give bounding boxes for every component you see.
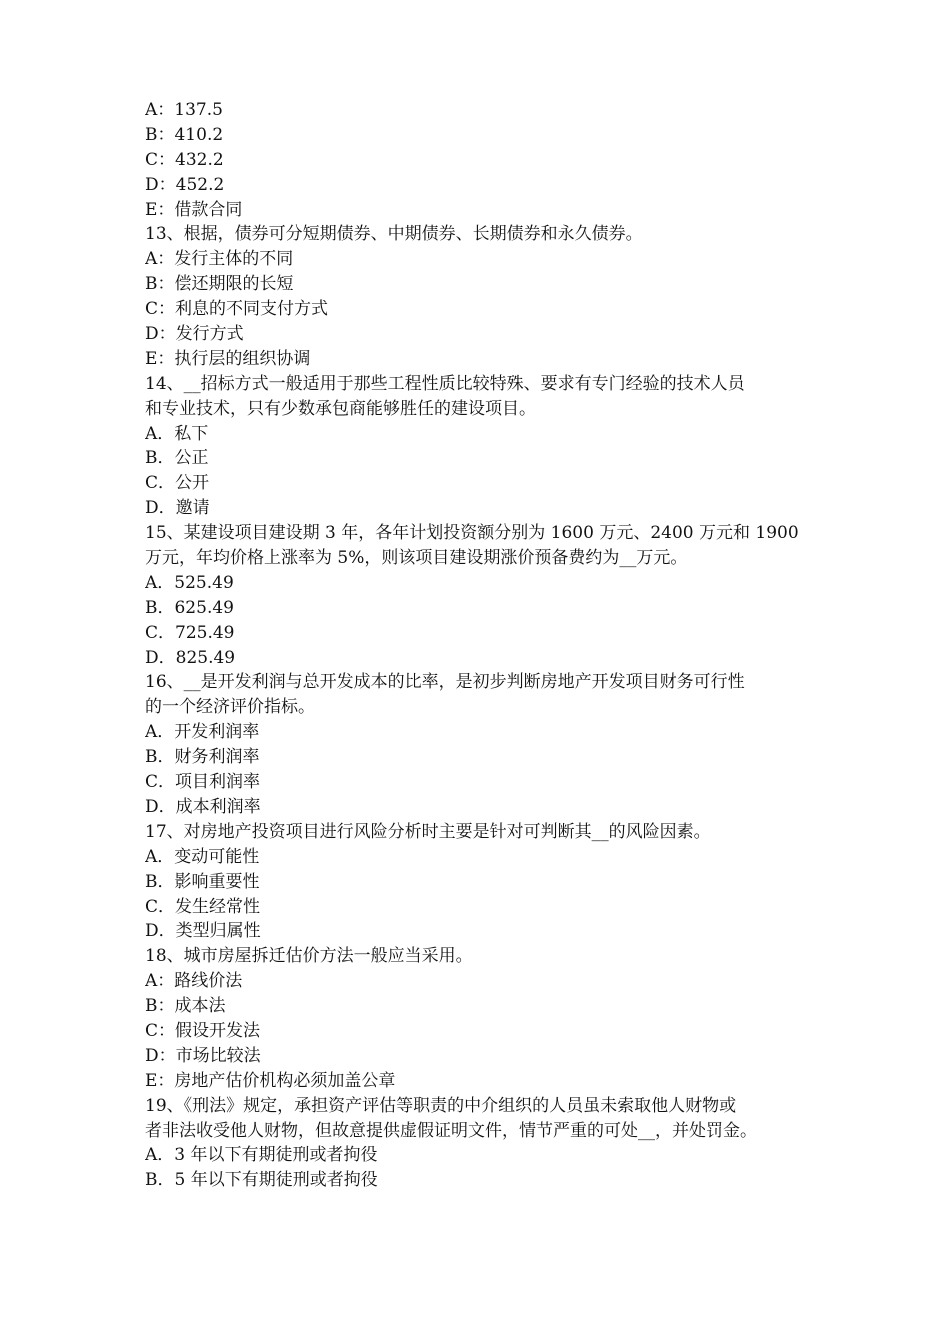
text-line: C．发生经常性: [145, 896, 261, 917]
text-line: D：发行方式: [145, 324, 244, 345]
text-line: 13、根据，债券可分短期债券、中期债券、长期债券和永久债券。: [145, 224, 643, 245]
text-line: B：偿还期限的长短: [145, 274, 294, 295]
text-line: B．625.49: [145, 597, 234, 618]
text-line: A．开发利润率: [145, 722, 260, 743]
text-line: A：137.5: [145, 100, 223, 120]
text-line: 者非法收受他人财物，但故意提供虚假证明文件，情节严重的可处__，并处罚金。: [145, 1120, 757, 1141]
text-line: A：发行主体的不同: [145, 249, 294, 270]
text-line: 17、对房地产投资项目进行风险分析时主要是针对可判断其__的风险因素。: [145, 821, 711, 842]
text-line: 14、__招标方式一般适用于那些工程性质比较特殊、要求有专门经验的技术人员: [145, 373, 745, 394]
text-line: C．725.49: [145, 622, 235, 643]
text-line: D．邀请: [145, 498, 210, 519]
text-line: E：借款合同: [145, 199, 243, 220]
text-line: D：452.2: [145, 174, 225, 195]
text-line: B．公正: [145, 448, 209, 469]
text-line: B：410.2: [145, 124, 224, 145]
text-line: C：432.2: [145, 149, 224, 170]
text-line: C：利息的不同支付方式: [145, 299, 329, 320]
text-line: A．私下: [145, 423, 209, 444]
text-line: 万元，年均价格上涨率为 5%，则该项目建设期涨价预备费约为__万元。: [145, 548, 688, 569]
text-line: A．变动可能性: [145, 846, 260, 867]
text-line: E：房地产估价机构必须加盖公章: [145, 1070, 396, 1091]
text-line: 和专业技术，只有少数承包商能够胜任的建设项目。: [145, 398, 536, 419]
text-line: C．项目利润率: [145, 772, 261, 793]
text-line: 15、某建设项目建设期 3 年，各年计划投资额分别为 1600 万元、2400 万元和 1900: [145, 523, 799, 544]
text-line: D．成本利润率: [145, 796, 261, 817]
text-line: 的一个经济评价指标。: [145, 697, 315, 718]
text-line: A．525.49: [145, 572, 234, 593]
text-line: A：路线价法: [145, 971, 243, 992]
text-line: A．3 年以下有期徒刑或者拘役: [145, 1145, 378, 1166]
text-line: C：假设开发法: [145, 1020, 261, 1041]
text-line: 16、__是开发利润与总开发成本的比率，是初步判断房地产开发项目财务可行性: [145, 672, 745, 693]
text-line: D．825.49: [145, 647, 236, 668]
text-line: B．财务利润率: [145, 747, 260, 768]
text-line: B．5 年以下有期徒刑或者拘役: [145, 1170, 378, 1191]
text-line: B：成本法: [145, 996, 226, 1017]
document-page: [145, 98, 815, 1193]
text-line: 18、城市房屋拆迁估价方法一般应当采用。: [145, 946, 473, 967]
text-line: B．影响重要性: [145, 871, 260, 892]
text-line: D．类型归属性: [145, 921, 261, 942]
text-line: E：执行层的组织协调: [145, 348, 311, 369]
text-line: D：市场比较法: [145, 1045, 261, 1066]
text-line: 19、《刑法》规定，承担资产评估等职责的中介组织的人员虽未索取他人财物或: [145, 1095, 737, 1116]
text-line: C．公开: [145, 473, 210, 494]
